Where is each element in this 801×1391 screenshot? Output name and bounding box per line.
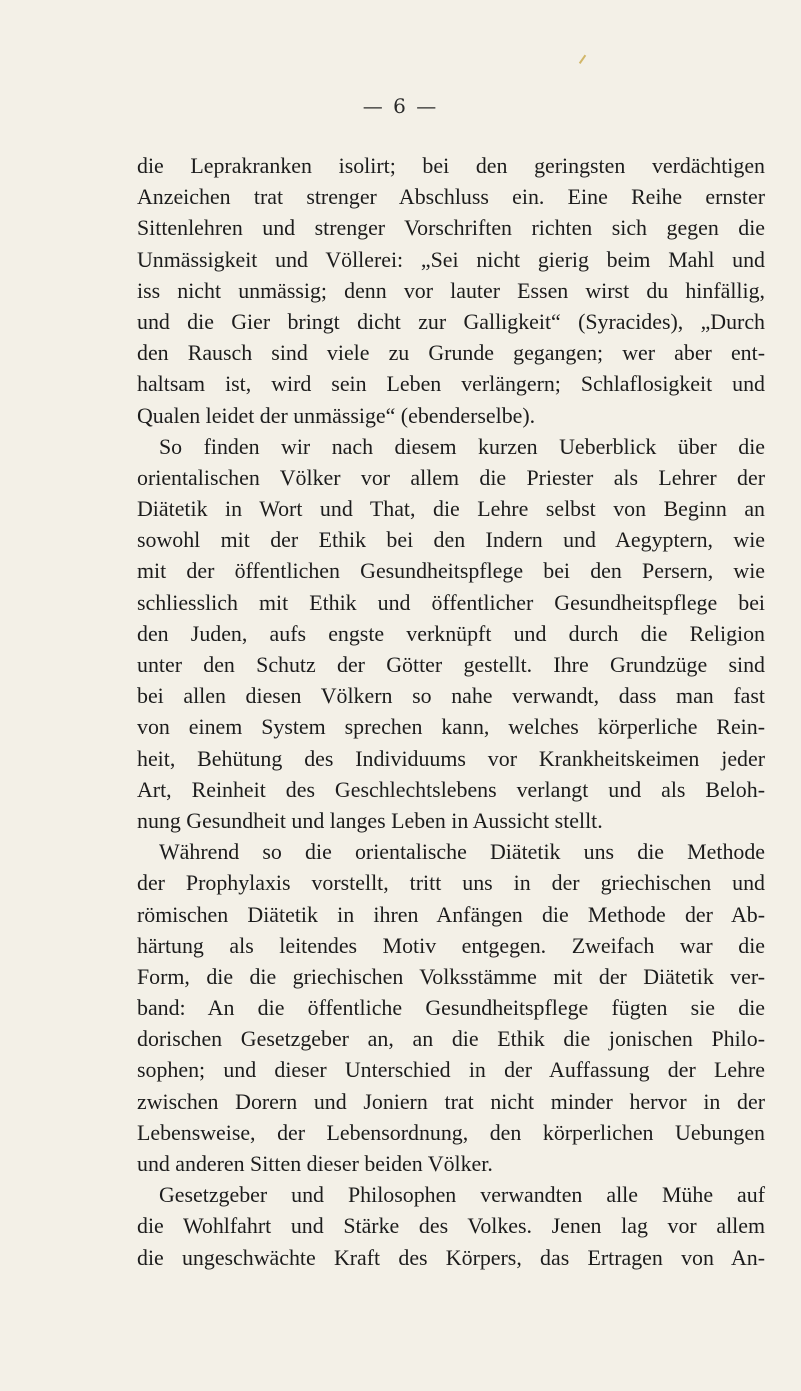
paragraph-2	[137, 431, 765, 836]
text-line: dorischen Gesetzgeber an, an die Ethik die jonischen Philo-	[137, 1026, 765, 1052]
text-line: der Prophylaxis vorstellt, tritt uns in der griechischen und	[137, 870, 765, 896]
text-line: iss nicht unmässig; denn vor lauter Essen wirst du hinfällig,	[137, 277, 765, 303]
ink-speck	[579, 55, 591, 68]
text-line: und die Gier bringt dicht zur Galligkeit“ (Syracides), „Durch	[137, 308, 765, 334]
text-line: den Rausch sind viele zu Grunde gegangen; wer aber ent-	[137, 340, 765, 366]
text-line: mit der öffentlichen Gesundheitspflege bei den Persern, wie	[137, 558, 765, 584]
text-line: heit, Behütung des Individuums vor Krankheitskeimen jeder	[137, 745, 765, 771]
page-number: — 6 —	[362, 94, 439, 118]
paragraph-4	[137, 1179, 765, 1273]
text-line: Art, Reinheit des Geschlechtslebens verlangt und als Beloh-	[137, 776, 765, 802]
text-line: Unmässigkeit und Völlerei: „Sei nicht gierig beim Mahl und	[137, 246, 765, 272]
text-line: härtung als leitendes Motiv entgegen. Zweifach war die	[137, 932, 765, 958]
text-line: römischen Diätetik in ihren Anfängen die Methode der Ab-	[137, 901, 765, 927]
text-line: So finden wir nach diesem kurzen Ueberblick über die	[159, 433, 765, 459]
text-line: Anzeichen trat strenger Abschluss ein. Eine Reihe ernster	[137, 184, 765, 210]
text-line: schliesslich mit Ethik und öffentlicher Gesundheitspflege bei	[137, 589, 765, 615]
text-line: Sittenlehren und strenger Vorschriften richten sich gegen die	[137, 215, 765, 241]
text-line: orientalischen Völker vor allem die Priester als Lehrer der	[137, 464, 765, 490]
text-line: die ungeschwächte Kraft des Körpers, das Ertragen von An-	[137, 1244, 765, 1270]
text-line: und anderen Sitten dieser beiden Völker.	[137, 1151, 493, 1176]
text-line: Qualen leidet der unmässige“ (ebenderselbe).	[137, 402, 536, 428]
text-line: die Leprakranken isolirt; bei den geringsten verdächtigen	[137, 153, 765, 178]
text-line: von einem System sprechen kann, welches körperliche Rein-	[137, 714, 765, 740]
paragraph-1	[137, 150, 765, 431]
body-text	[137, 150, 765, 1273]
text-line: Form, die die griechischen Volksstämme mit der Diätetik ver-	[137, 963, 765, 989]
text-line: Lebensweise, der Lebensordnung, den körperlichen Uebungen	[137, 1119, 765, 1145]
text-line: Diätetik in Wort und That, die Lehre selbst von Beginn an	[137, 496, 765, 522]
text-line: zwischen Dorern und Joniern trat nicht minder hervor in der	[137, 1088, 765, 1114]
text-line: nung Gesundheit und langes Leben in Aussicht stellt.	[137, 807, 603, 833]
text-line: haltsam ist, wird sein Leben verlängern; Schlaflosigkeit und	[137, 371, 765, 397]
text-line: Gesetzgeber und Philosophen verwandten alle Mühe auf	[159, 1182, 765, 1208]
text-line: die Wohlfahrt und Stärke des Volkes. Jenen lag vor allem	[137, 1213, 765, 1239]
text-line: bei allen diesen Völkern so nahe verwandt, dass man fast	[137, 683, 765, 709]
text-line: den Juden, aufs engste verknüpft und durch die Religion	[137, 620, 765, 646]
text-line: sophen; und dieser Unterschied in der Auffassung der Lehre	[137, 1057, 765, 1083]
text-line: band: An die öffentliche Gesundheitspflege fügten sie die	[137, 995, 765, 1021]
text-line: sowohl mit der Ethik bei den Indern und Aegyptern, wie	[137, 527, 765, 553]
text-line: Während so die orientalische Diätetik uns die Methode	[159, 839, 765, 865]
paragraph-3	[137, 836, 765, 1179]
text-line: unter den Schutz der Götter gestellt. Ihre Grundzüge sind	[137, 652, 765, 677]
